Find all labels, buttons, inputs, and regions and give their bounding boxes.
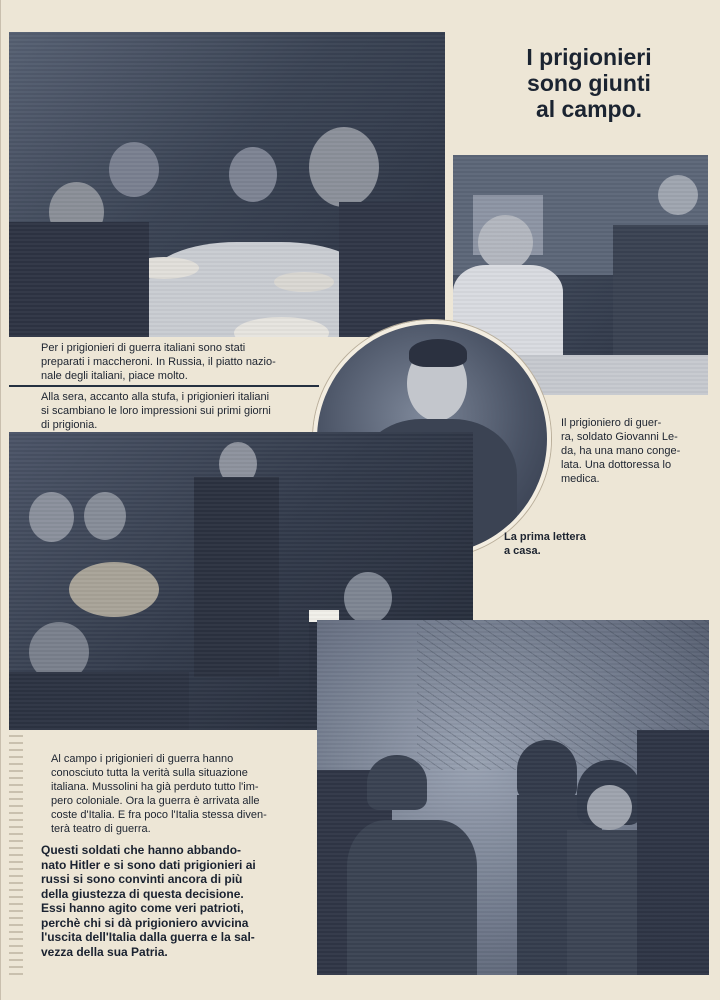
title-line-3: al campo. bbox=[535, 96, 643, 122]
paragraph-line: nato Hitler e si sono dati prigionieri ai bbox=[41, 857, 256, 872]
binding-perforation bbox=[9, 735, 23, 980]
caption-camp bbox=[51, 752, 313, 836]
caption-macaroni bbox=[41, 341, 311, 383]
paragraph-line: perchè chi si dà prigioniero avvicina bbox=[41, 915, 249, 930]
soldiers-paragraph bbox=[41, 843, 311, 959]
caption-line: terà teatro di guerra. bbox=[51, 823, 151, 835]
title-line-1: I prigionieri bbox=[526, 44, 652, 70]
caption-line: conosciuto tutta la verità sulla situazione bbox=[51, 767, 248, 779]
caption-line: Il prigioniero di guer- bbox=[561, 417, 662, 429]
caption-line: coste d'Italia. E fra poco l'Italia stessa diven- bbox=[51, 809, 267, 821]
photo-prisoners-eating bbox=[9, 32, 445, 337]
caption-line: a casa. bbox=[504, 545, 541, 557]
caption-line: si scambiano le loro impressioni sui primi giorni bbox=[41, 405, 271, 417]
caption-doctor bbox=[561, 416, 711, 486]
paragraph-line: Essi hanno agito come veri patrioti, bbox=[41, 901, 244, 915]
caption-line: di prigionia. bbox=[41, 419, 98, 431]
caption-line: da, ha una mano conge- bbox=[561, 445, 681, 457]
paragraph-line: della giustezza di questa decisione. bbox=[41, 886, 244, 901]
paragraph-line: russi si sono convinti ancora di più bbox=[41, 872, 243, 886]
article-title bbox=[479, 44, 699, 122]
caption-line: italiana. Mussolini ha già perduto tutto l'im- bbox=[51, 781, 259, 793]
caption-stove bbox=[41, 390, 321, 432]
paragraph-line: Questi soldati che hanno abbando- bbox=[41, 843, 242, 857]
caption-line: Alla sera, accanto alla stufa, i prigionieri italiani bbox=[41, 391, 270, 403]
caption-line: medica. bbox=[561, 473, 600, 485]
caption-line: ra, soldato Giovanni Le- bbox=[561, 431, 678, 443]
paragraph-line: vezza della sua Patria. bbox=[41, 944, 168, 959]
photo-prisoners-at-map bbox=[317, 620, 709, 975]
caption-line: pero coloniale. Ora la guerra è arrivata alle bbox=[51, 795, 260, 807]
caption-line: lata. Una dottoressa lo bbox=[561, 459, 672, 471]
divider-rule bbox=[9, 385, 319, 387]
caption-line: Per i prigionieri di guerra italiani sono stati bbox=[41, 342, 246, 354]
title-line-2: sono giunti bbox=[527, 70, 651, 96]
caption-line: nale degli italiani, piace molto. bbox=[41, 370, 188, 382]
caption-line: preparati i maccheroni. In Russia, il piatto nazio- bbox=[41, 356, 276, 368]
caption-first-letter bbox=[504, 530, 624, 558]
paragraph-line: l'uscita dell'Italia dalla guerra e la sal- bbox=[41, 930, 255, 944]
caption-line: Al campo i prigionieri di guerra hanno bbox=[51, 753, 234, 765]
caption-line: La prima lettera bbox=[504, 531, 586, 543]
